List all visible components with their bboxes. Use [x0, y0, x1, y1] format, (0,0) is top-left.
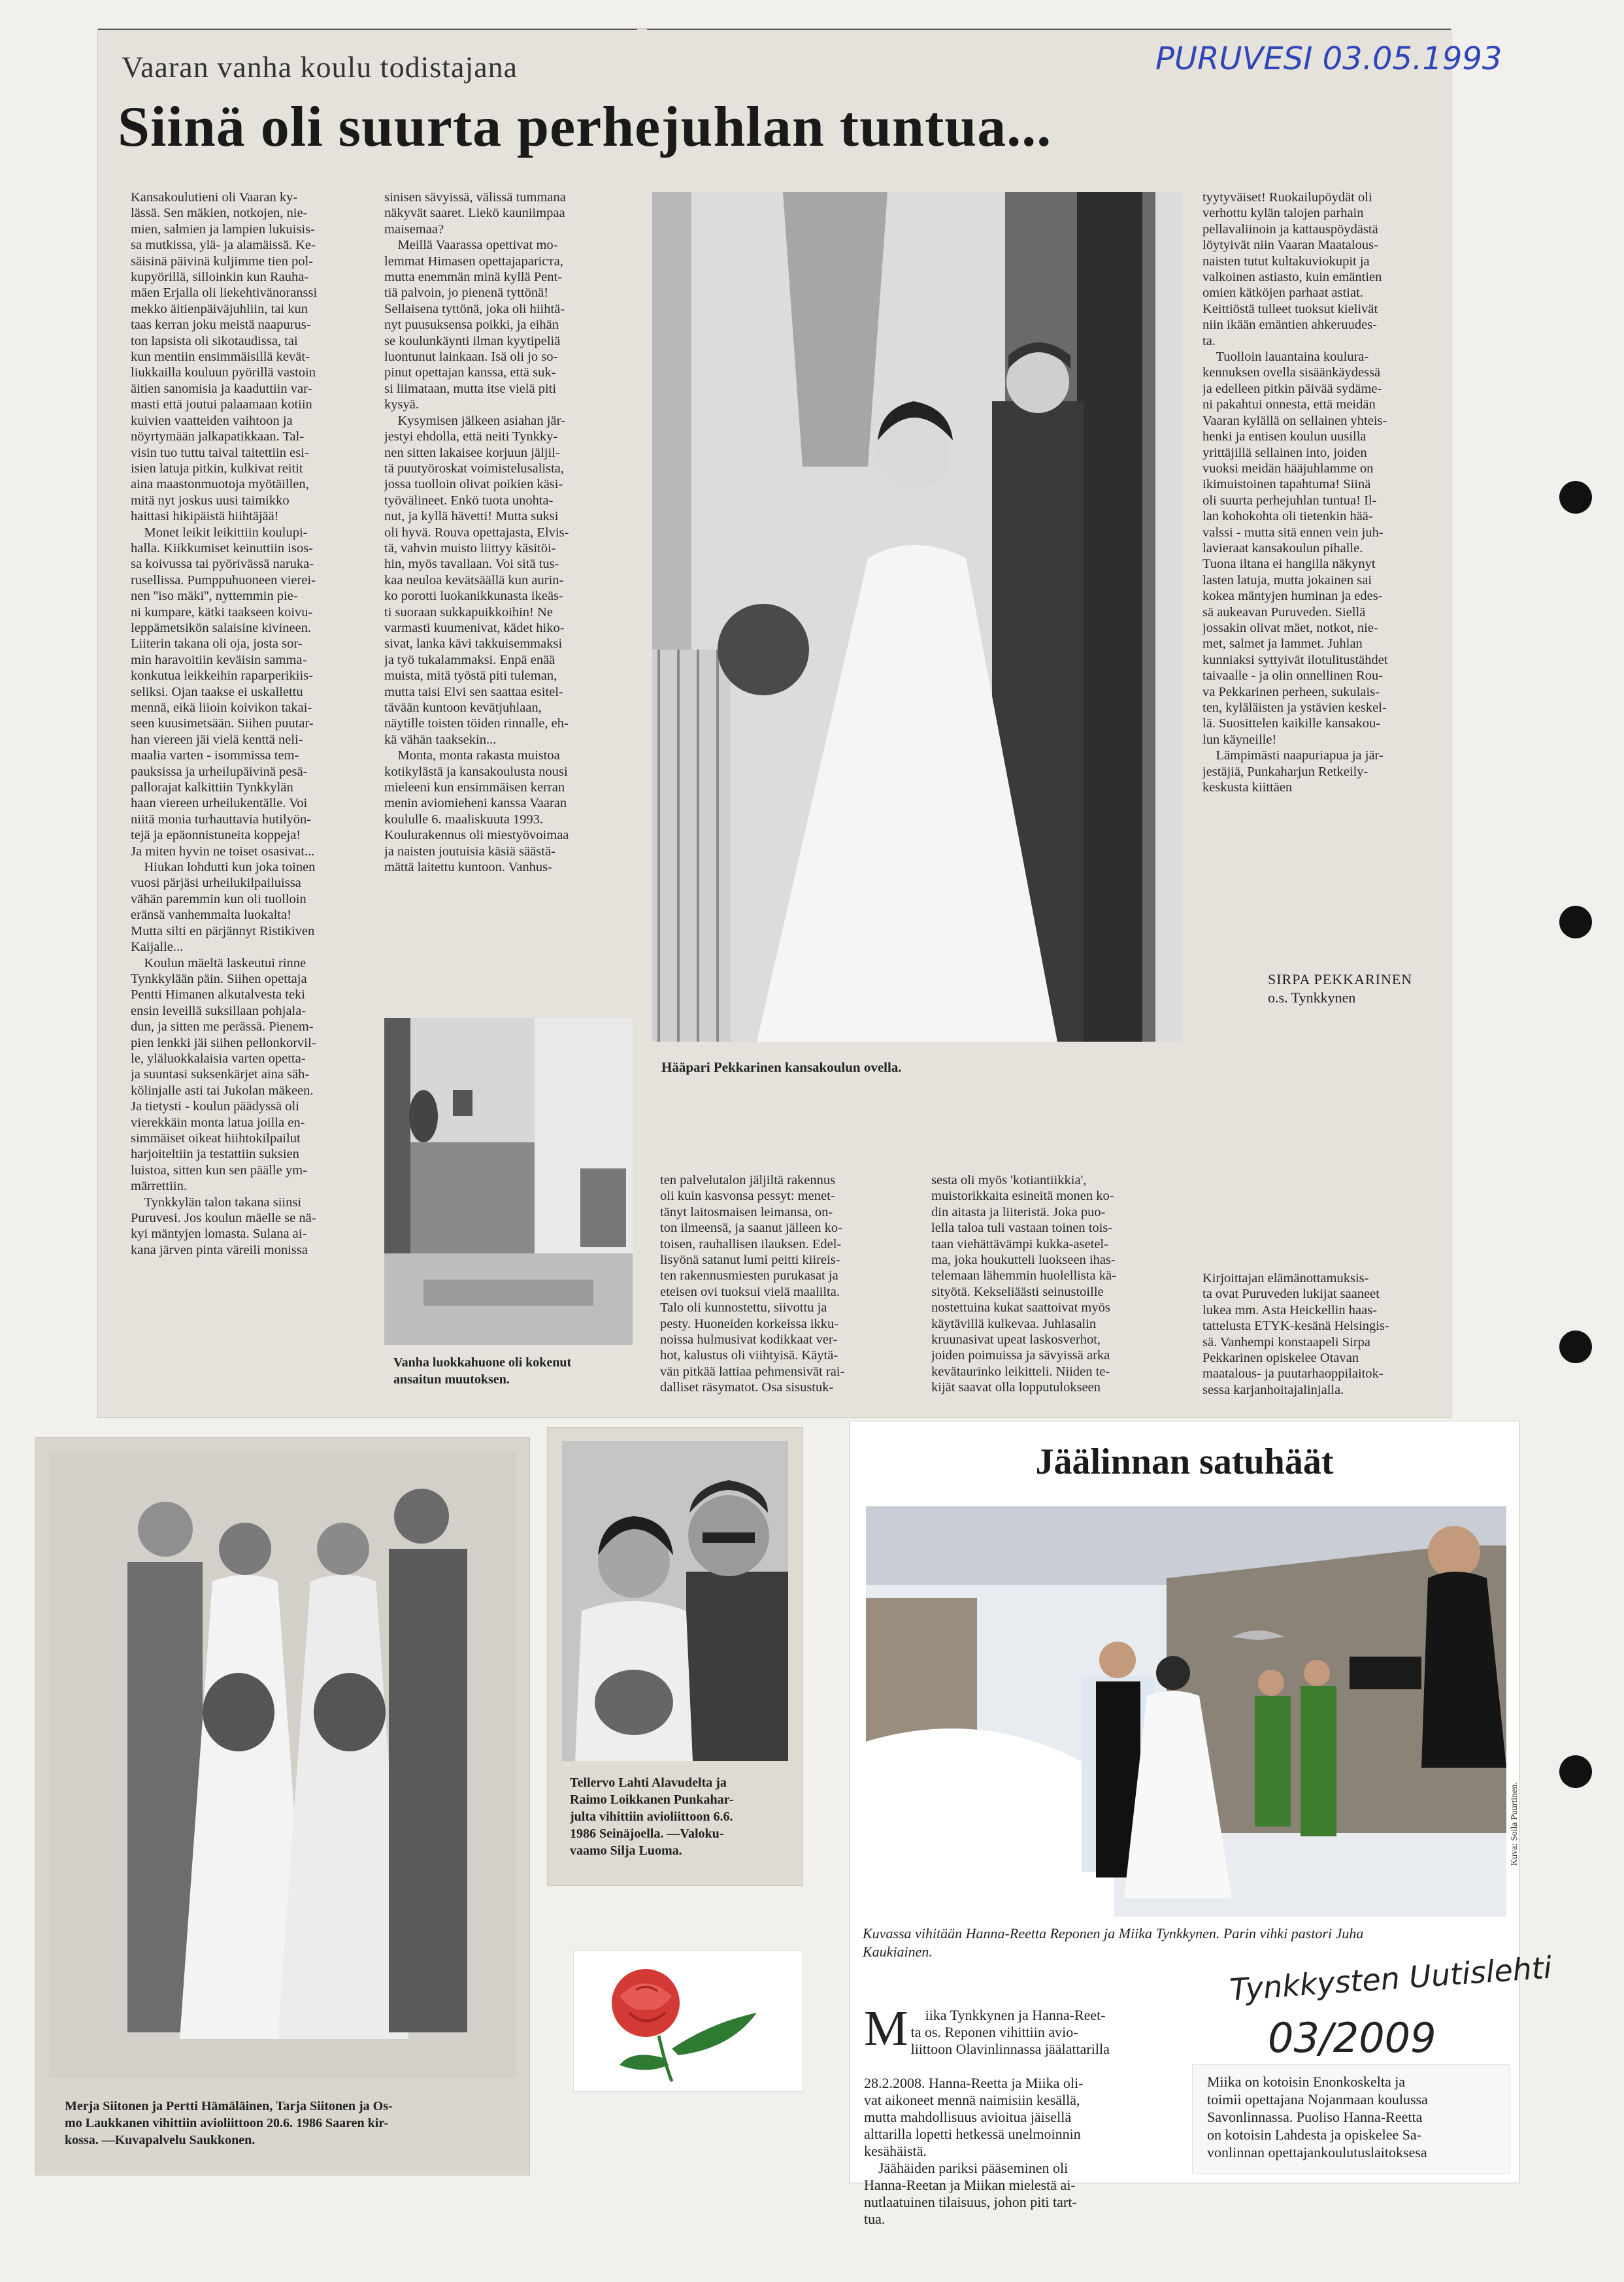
wedding-photo-caption: Hääpari Pekkarinen kansakoulun ovella.	[661, 1059, 902, 1075]
classroom-photo-drawing	[384, 1018, 633, 1345]
author-bio: Kirjoittajan elämänottamuksis- ta ovat Puruveden lukijat saaneet lukea mm. Asta Heickellin haas- tattelusta ETYK-kesänä Helsingis- sä. Vanhempi konstaapeli Sirpa Pekkarinen opiskelee Otavan maatalous- ja puutarhaoppilaitok- sessa karjanhoitajalinjalla.	[1202, 1271, 1389, 1397]
classroom-photo-caption: Vanha luokkahuone oli kokenut ansaitun muutoksen.	[393, 1355, 572, 1387]
top-rule	[647, 29, 1451, 30]
group-wedding-caption: Merja Siitonen ja Pertti Hämäläinen, Tarja Siitonen ja Os- mo Laukkanen vihittiin avioliittoon 20.6. 1986 Saaren kir- kossa. —Kuvapalvelu Saukkonen.	[65, 2099, 393, 2147]
article-column-5: tyytyväiset! Ruokailupöydät oli verhottu kylän talojen parhain pellavaliinoin ja kattauspöydästä löytyivät niin Vaaran Maatalous- naisten tutut kultakuviokupit ja valkoinen astiasto, kuin emäntien omien kätköjen parhaat astiat. Keittiöstä tulleet tuoksut kielivät niin ikään emäntien ahkeruudes- ta. Tuolloin lauantaina koulura- kennuksen ovella sisäänkäydessä ja edelleen pitkin päivää sydäme- ni pakahtui onnesta, että meidän Vaaran kylällä on sellainen yhteis- henki ja entisen koulun uusilla yrittäjillä sellainen into, joiden vuoksi meidän hääjuhlamme on ikimuistoinen tapahtuma! Siinä oli suurta perhejuhlan tuntua! Il- lan kohokohta oli tietenkin hää- valssi - mutta sitä ennen vein juh- lavieraat kansakoulun pihalle. Tuona iltana ei hangilla näkynyt lasten latuja, mutta jokainen sai kokea mäntyjen huminan ja edes- sä aukeavan Puruveden. Siellä jossakin olivat mäet, notkot, nie- met, salmet ja lammet. Juhlan kunniaksi syttyivät ilotulitustähdet taivaalle - ja olin onnellinen Rou- va Pekkarinen perheen, sukulais- ten, kyläläisten ja ystävien keskel- lä. Suosittelen kaikille kansakou- lun käyneille! Lämpimästi naapuriapua ja jär- jestäjiä, Punkaharjun Retkeily- keskusta kiittäen	[1202, 190, 1388, 795]
group-wedding-drawing	[49, 1451, 516, 2078]
article-column-1: Kansakoulutieni oli Vaaran ky- lässä. Sen mäkien, notkojen, nie- mien, salmien ja lampien lukuisis- sa mutkissa, ylä- ja alamäissä. Ke- säisinä päivinä kuljimme tien pol- kupyörillä, silloinkin kun Rauha- mäen Erjalla oli liekehtivänoranssi mekko äitienpäiväjuhliin, tai kun taas kerran joku meistä naapurus- ton lapsista oli sikotaudissa, tai kun mentiin ensimmäisillä kevät- liukkailla kouluun pyörillä vastoin äitien sanomisia ja kaaduttiin var- masti että joutui palaamaan kotiin kuivien vaatteiden vaihtoon ja nöyrtymään jalkapatikkaan. Tal- visin tuo tuttu taival taitettiin esi- isien latuja pitkin, kulkivat reitit aina maastonmuotoja myötäillen, mitä nyt joskus uusi taimikko haittasi hikipäistä hiihtäjää! Monet leikit leikittiin koulupi- halla. Kiikkumiset keinuttiin isos- sa koivussa tai pyörivässä naruka- rusellissa. Pumppuhuoneen vierei- nen ''iso mäki'', nyttemmin pie- ni kumpare, kätki taakseen koivu- leppämetsikön salaisine kivineen. Liiterin takana oli oja, josta sor- min haravoitiin keväisin samma- konkutua leikkeihin raparperikiis- seliksi. Ojan taakse ei uskallettu mennä, eikä liioin koivikon takai- seen kuusimetsään. Siihen puutar- han viereen jäi vielä kenttä neli- maalia varten - isommissa tem- pauksissa ja urheilupäivinä pesä- pallorajat kalkittiin Tynkkylän haan viereen urheilukentälle. Voi niitä monia turhauttavia hutilyön- tejä ja epäonnistuneita koppeja! Ja miten hyvin ne toiset osasivat... Hiukan lohdutti kun joka toinen vuosi pärjäsi urheilukilpailuissa vähän paremmin kun oli tuolloin eränsä vanhemmalta luokalta! Mutta silti en pärjännyt Ristikiven Kaijalle... Koulun mäeltä laskeutui rinne Tynkkylään päin. Siihen opettaja Pentti Himanen alkutalvesta teki ensin leveillä suksillaan pohjala- dun, ja sitten me perässä. Pienem- pien lenkki jäi siihen pellonkorvil- le, yläluokkalaisia varten opetta- ja suuntasi suksenkärjet aina säh- kölinjalle asti tai Jukolan mäkeen. Ja tietysti - koulun päädyssä oli vierekkäin monta latua joilla en- simmäiset oikeat hiihtokilpailut harjoiteltiin ja testattiin suksien luistoa, sitten kun sen päälle ym- märrettiin. Tynkkylän talon takana siinsi Puruvesi. Jos koulun mäelle se nä- kyi mäntyjen lomasta. Sulana ai- kana järven pinta väreili monissa	[131, 190, 318, 1257]
ice-castle-headline: Jäälinnan satuhäät	[1035, 1442, 1334, 1482]
handwritten-publication: Tynkkysten Uutislehti	[1229, 1949, 1553, 2008]
ice-castle-photo	[866, 1506, 1506, 1917]
top-rule	[98, 29, 637, 30]
article-headline: Siinä oli suurta perhejuhlan tuntua...	[118, 95, 1052, 159]
binder-hole	[1559, 1755, 1592, 1788]
ice-castle-sidebar-box	[1193, 2065, 1510, 2173]
article-clipping	[98, 29, 1451, 1417]
ice-castle-body-rest: 28.2.2008. Hanna-Reetta ja Miika oli- vat aikoneet mennä naimisiin kesällä, mutta mahdollisuus avioitua jäisellä alttarilla lopetti hetkessä unelmoinnin kesähäistä. Jäähäiden pariksi pääseminen oli Hanna-Reetan ja Miikan mielestä ai- nutlaatuinen tilaisuus, johon piti tart- tua.	[864, 2075, 1084, 2227]
group-wedding-photo	[49, 1451, 516, 2078]
article-column-2: sinisen sävyissä, välissä tummana näkyvät saaret. Liekö kauniimpaa maisemaa? Meillä Vaarassa opettivat mo- lemmat Himasen opettajapariста, mutta enemmän minä kyllä Pent- tiä palvoin, jo pienenä tyttönä! Sellaisena tyttönä, joka oli hiihtä- nyt puusuksensa poikki, ja eihän se koulunkäynti ilman kyytipeliä luontunut lainkaan. Isä oli jo so- pinut opettajan kanssa, että suk- si liimataan, mutta itse vielä piti kysyä. Kysymisen jälkeen asiahan jär- jestyi ehdolla, että neiti Tynkky- nen sitten lakaisee korjuun jäljil- tä puutyöroskat voimistelusalista, jossa tuolloin olivat poikien käsi- työvälineet. Enkö tuota unohta- nut, ja kyllä hävetti! Mutta suksi oli hyvä. Rouva opettajasta, Elvis- tä, vahvin muisto liittyy käsitöi- hin, myös tavallaan. Voi sitä tus- kaa neuloa kevätsäällä kun aurin- ko porotti luokanikkunasta ikeäs- ti suoraan sukkapuikkoihin! Ne varmasti kuumenivat, kädet hiko- sivat, lanka kävi takkuisemmaksi ja työ tukalammaksi. Enpä enää muista, mitä työstä piti tuleman, mutta taisi Elvi sen saattaa esitel- tävään kuntoon kevätjuhlaan, näytille toisten töiden rinnalle, eh- kä vähän taaksekin... Monta, monta rakasta muistoa kotikylästä ja kansakoulusta nousi mieleeni kun ensimmäisen kerran menin aviomieheni kanssa Vaaran koululle 6. maaliskuuta 1993. Koulurakennus oli miestyövoimaa ja naisten joutuisia käsiä säästä- mättä laitettu kuntoon. Vanhus-	[384, 190, 569, 875]
handwritten-date: 03/2009	[1268, 2014, 1436, 2062]
rose-picture	[574, 1951, 803, 2091]
drop-cap: M	[864, 2001, 908, 2056]
couple-portrait-drawing	[562, 1441, 788, 1761]
ice-castle-drawing	[866, 1506, 1506, 1917]
ice-castle-body-first: iika Tynkkynen ja Hanna-Reet- ta os. Reponen vihittiin avio- liittoon Olavinlinnassa jäälattarilla	[910, 2007, 1110, 2057]
binder-hole	[1559, 906, 1592, 938]
ice-castle-photo-caption: Kuvassa vihitään Hanna-Reetta Reponen ja Miika Tynkkynen. Parin vihki pastori Juha Kaukiainen.	[863, 1925, 1364, 1960]
signature-name: SIRPA PEKKARINEN	[1268, 971, 1413, 987]
couple-portrait-photo	[562, 1441, 788, 1761]
ice-castle-clipping	[850, 1421, 1519, 2227]
ice-castle-body	[864, 1990, 1138, 2262]
wedding-clipping-2	[548, 1428, 803, 1885]
wedding-photo-drawing	[652, 192, 1182, 1042]
wedding-photo	[652, 192, 1182, 1042]
ice-castle-sidebar: Miika on kotoisin Enonkoskelta ja toimii opettajana Nojanmaan koulussa Savonlinnassa. Puoliso Hanna-Reetta on kotoisin Lahdesta ja opiskelee Sa- vonlinnan opettajankoulutuslaitoksesa	[1207, 2074, 1428, 2160]
handwritten-source-note: PURUVESI 03.05.1993	[1155, 41, 1502, 77]
classroom-photo	[384, 1018, 633, 1345]
article-kicker: Vaaran vanha koulu todistajana	[122, 50, 518, 84]
couple-portrait-caption: Tellervo Lahti Alavudelta ja Raimo Loikkanen Punkahar- julta vihittiin avioliittoon 6.6. 1986 Seinäjoella. —Valoku- vaamo Silja Luoma.	[570, 1776, 734, 1858]
binder-hole	[1559, 481, 1592, 514]
wedding-clipping-1	[36, 1438, 529, 2175]
article-column-4: sesta oli myös 'kotiantiikkia', muistorikkaita esineitä monen ko- din aitasta ja liiteristä. Joka puo- lella taloa tuli vastaan toinen tois- taan viehättävämpi kukka-asetel- ma, joka houkutteli luokseen ihas- telemaan lähemmin huolellista kä- sityötä. Kekseliäästi seinustoille nostettuina kukat saattoivat myös käytävillä kulkevaa. Juhlasalin kruunasivat upeat laskosverhot, joiden poimuissa ja sävyissä arka kevätaurinko leikitteli. Niiden te- kijät saavat olla lopputulokseen	[931, 1173, 1116, 1395]
article-column-3: ten palvelutalon jäljiltä rakennus oli kuin kasvonsa pessyt: menet- tänyt laitosmaisen leimansa, on- ton ilmeensä, ja saanut jälleen ko- toisen, rauhallisen ilauksen. Edel- lisyönä satanut lumi peitti kiireis- ten rakennusmiesten purukasat ja eteisen ovi tuoksui vielä maalilta. Talo oli kunnostettu, siivottu ja pesty. Huoneiden korkeissa ikku- noissa hulmusivat kodikkaat ver- hot, kalustus oli viihtyisä. Käytä- vän pitkää lattiaa pehmensivät rai- dalliset räsymatot. Osa sisustuk-	[660, 1173, 845, 1395]
binder-hole	[1559, 1331, 1592, 1363]
rose-drawing	[574, 1951, 803, 2091]
ice-castle-photo-credit: Kuva: Soila Puurtinen.	[1510, 1782, 1519, 1866]
signature-subtitle: o.s. Tynkkynen	[1268, 989, 1356, 1006]
